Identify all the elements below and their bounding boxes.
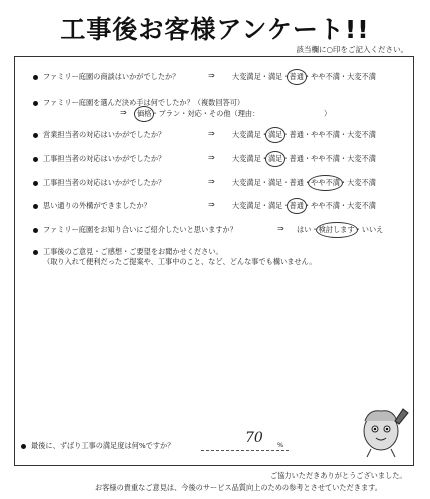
q4-option-1[interactable]: 満足 <box>267 154 283 163</box>
separator: ・ <box>303 154 312 163</box>
arrow-icon: ⇒ <box>208 129 215 138</box>
q2-options <box>137 109 331 119</box>
q2-option-1[interactable]: プラン <box>158 109 181 118</box>
question-2: ファミリー庭園を選んだ決め手は何でしたか？（複数回答可） <box>33 98 244 108</box>
q4-option-4[interactable]: 大変不満 <box>347 154 376 163</box>
q6-option-0[interactable]: 大変満足 <box>232 201 261 210</box>
separator: ・ <box>201 109 209 118</box>
separator: ・ <box>311 225 319 234</box>
satisfaction-value: 70 <box>245 430 263 446</box>
bullet-icon <box>33 204 38 209</box>
separator: ・ <box>260 72 268 81</box>
separator: ・ <box>339 130 348 139</box>
separator: ・ <box>282 130 290 139</box>
separator: ・ <box>303 201 312 210</box>
question-9: 最後に、ずばり工事の満足度は何%ですか？ <box>21 441 174 451</box>
instruction-text: 該当欄に○印をご記入ください。 <box>296 45 408 54</box>
q1-option-2[interactable]: 普通 <box>289 72 304 81</box>
separator: ・ <box>260 154 268 163</box>
arrow-icon: ⇒ <box>277 224 284 233</box>
q7-option-2[interactable]: いいえ <box>361 225 384 234</box>
q4-option-3[interactable]: やや不満 <box>311 154 340 163</box>
q1-option-1[interactable]: 満足 <box>267 72 283 81</box>
q1-option-0[interactable]: 大変満足 <box>232 72 261 81</box>
arrow-icon: ⇒ <box>208 71 215 80</box>
separator: ・ <box>151 109 159 118</box>
feedback-note: お客様の貴重なご意見は、今後のサービス品質向上のための参考とさせていただきます。 <box>95 483 382 492</box>
bullet-icon <box>21 444 26 449</box>
question-3: 営業担当者の対応はいかがでしたか？ <box>33 130 165 140</box>
question-6: 思い通りの外構ができましたか？ <box>33 201 151 211</box>
q7-option-1[interactable]: 検討します <box>318 225 355 234</box>
q6-option-3[interactable]: やや不満 <box>311 201 340 210</box>
q3-option-3[interactable]: やや不満 <box>311 130 340 139</box>
separator: ・ <box>303 178 312 187</box>
separator: ・ <box>282 201 290 210</box>
q3-option-4[interactable]: 大変不満 <box>347 130 376 139</box>
question-7: ファミリー庭園をお知り合いにご紹介したいと思いますか？ <box>33 225 237 235</box>
separator: ・ <box>303 72 312 81</box>
separator: ・ <box>339 178 348 187</box>
separator: ・ <box>260 130 268 139</box>
q4-options <box>232 154 376 164</box>
separator: ・ <box>282 154 290 163</box>
separator: ・ <box>260 178 268 187</box>
q1-option-3[interactable]: やや不満 <box>311 72 340 81</box>
q1-options <box>232 72 376 82</box>
bullet-icon <box>33 250 38 255</box>
survey-title: 工事後お客様アンケート!! <box>60 15 370 44</box>
question-1: ファミリー庭園の商談はいかがでしたか？ <box>33 72 179 82</box>
q5-option-4[interactable]: 大変不満 <box>347 178 376 187</box>
separator: ・ <box>180 109 188 118</box>
arrow-icon: ⇒ <box>208 153 215 162</box>
q6-option-2[interactable]: 普通 <box>289 201 304 210</box>
separator: ・ <box>339 72 348 81</box>
arrow-icon: ⇒ <box>208 200 215 209</box>
question-8: 工事後のご意見・ご感想・ご要望をお聞かせください。 <box>33 247 223 257</box>
q6-options <box>232 201 376 211</box>
separator: ・ <box>282 72 290 81</box>
q5-options <box>232 178 376 188</box>
q6-option-4[interactable]: 大変不満 <box>347 201 376 210</box>
arrow-icon: ⇒ <box>208 177 215 186</box>
q2-option-2[interactable]: 対応 <box>187 109 202 118</box>
separator <box>259 109 324 118</box>
percent-unit: % <box>277 441 284 449</box>
q4-option-0[interactable]: 大変満足 <box>232 154 261 163</box>
q3-option-0[interactable]: 大変満足 <box>232 130 261 139</box>
q3-options <box>232 130 376 140</box>
q5-option-1[interactable]: 満足 <box>267 178 283 187</box>
q2-option-0[interactable]: 価格 <box>137 109 152 118</box>
separator: ・ <box>354 225 362 234</box>
question-4: 工事担当者の対応はいかがでしたか？ <box>33 154 165 164</box>
q7-option-0[interactable]: はい <box>297 225 312 234</box>
bullet-icon <box>33 133 38 138</box>
separator: ・ <box>260 201 268 210</box>
separator: ・ <box>339 201 348 210</box>
q6-option-1[interactable]: 満足 <box>267 201 283 210</box>
question-5: 工事担当者の対応はいかがでしたか？ <box>33 178 165 188</box>
separator: ・ <box>303 130 312 139</box>
q5-option-3[interactable]: やや不満 <box>311 178 340 187</box>
q2-option-3[interactable]: その他（理由： <box>208 109 260 118</box>
q7-options <box>297 225 383 235</box>
bullet-icon <box>33 75 38 80</box>
question-8-note: （取り入れて便利だったご提案や、工事中のこと、など、どんな事でも構いません。 <box>43 257 317 266</box>
q3-option-2[interactable]: 普通 <box>289 130 304 139</box>
bullet-icon <box>33 181 38 186</box>
bullet-icon <box>33 101 38 106</box>
q1-option-4[interactable]: 大変不満 <box>347 72 376 81</box>
arrow-icon: ⇒ <box>120 108 127 117</box>
separator: ・ <box>339 154 348 163</box>
q5-option-0[interactable]: 大変満足 <box>232 178 261 187</box>
survey-form <box>14 56 414 466</box>
q5-option-2[interactable]: 普通 <box>289 178 304 187</box>
q3-option-1[interactable]: 満足 <box>267 130 283 139</box>
thanks-text: ご協力いただきありがとうございました。 <box>270 471 407 480</box>
bullet-icon <box>33 228 38 233</box>
separator: ・ <box>282 178 290 187</box>
q4-option-2[interactable]: 普通 <box>289 154 304 163</box>
bullet-icon <box>33 157 38 162</box>
mascot-illustration <box>357 391 411 461</box>
q2-option-4[interactable]: ） <box>324 109 332 118</box>
answer-line <box>201 450 289 451</box>
